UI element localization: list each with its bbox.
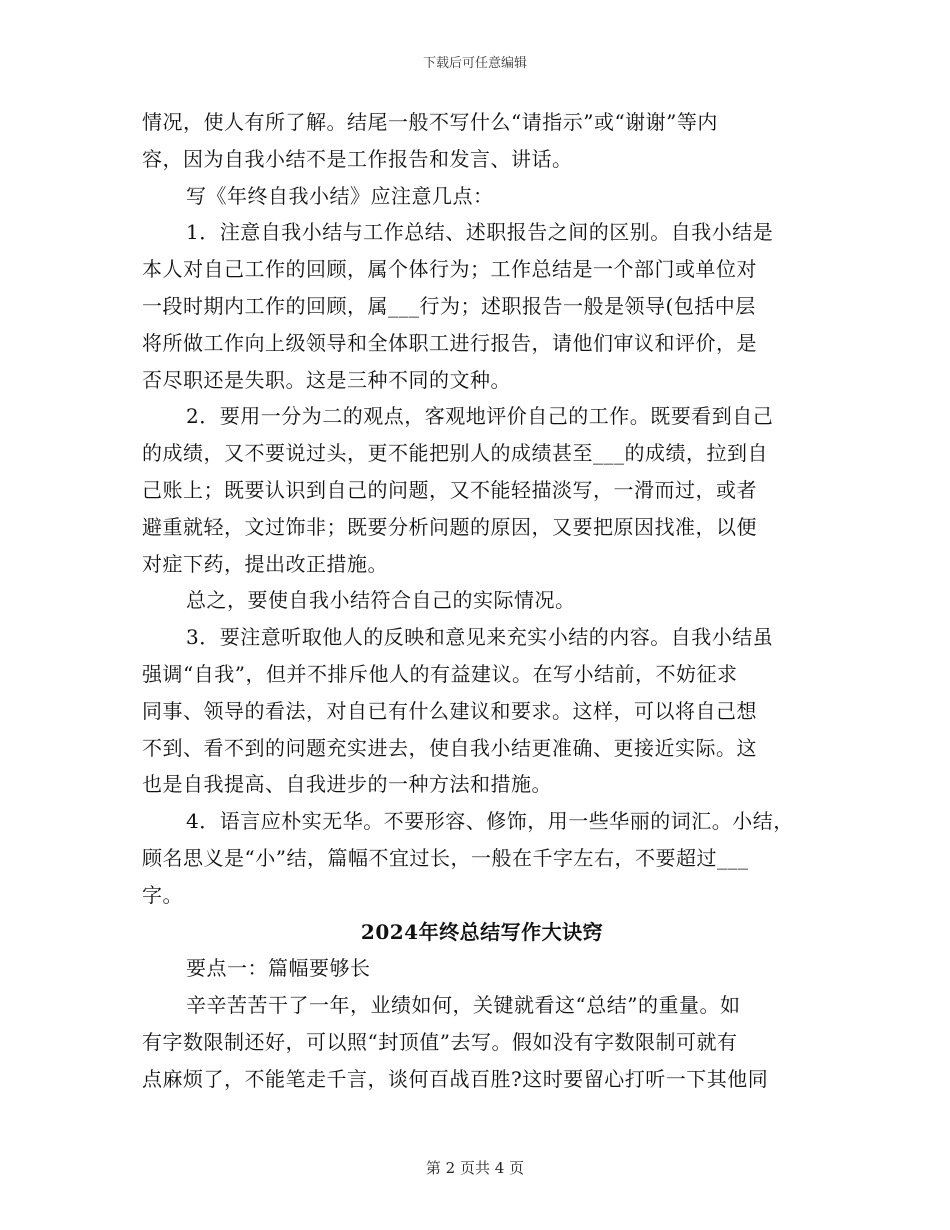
text-line: 同事、领导的看法，对自已有什么建议和要求。这样，可以将自己想 xyxy=(142,698,757,723)
subheading-point-one: 要点一：篇幅要够长 xyxy=(186,956,371,981)
document-body xyxy=(142,104,822,1098)
text-line: 不到、看不到的问题充实进去，使自我小结更准确、更接近实际。这 xyxy=(142,735,757,760)
text-line: 点麻烦了，不能笔走千言，谈何百战百胜?这时要留心打听一下其他同 xyxy=(142,1066,769,1091)
text-line: 己账上；既要认识到自己的问题，又不能轻描淡写，一滑而过，或者 xyxy=(142,477,757,502)
section-heading: 2024年终总结写作大诀窍 xyxy=(360,919,604,944)
text-line: 也是自我提高、自我进步的一种方法和措施。 xyxy=(142,772,552,797)
text-line: 有字数限制还好，可以照“封顶值”去写。假如没有字数限制可就有 xyxy=(142,1029,738,1054)
text-line: 避重就轻，文过饰非；既要分析问题的原因，又要把原因找准，以便 xyxy=(142,514,757,539)
text-line: 顾名思义是“小”结，篇幅不宜过长，一般在千字左右，不要超过___ xyxy=(142,845,749,870)
text-line: 强调“自我”，但并不排斥他人的有益建议。在写小结前，不妨征求 xyxy=(142,661,738,686)
page-footer: 第 2 页共 4 页 xyxy=(425,1159,525,1177)
paragraph-start: 辛辛苦苦干了一年，业绩如何，关键就看这“总结”的重量。如 xyxy=(186,993,741,1018)
point-1-start: 1．注意自我小结与工作总结、述职报告之间的区别。自我小结是 xyxy=(186,220,774,245)
text-line: 对症下药，提出改正措施。 xyxy=(142,551,388,576)
text-line: 本人对自己工作的回顾，属个体行为；工作总结是一个部门或单位对 xyxy=(142,257,757,282)
point-3-start: 3．要注意听取他人的反映和意见来充实小结的内容。自我小结虽 xyxy=(186,625,774,650)
text-line: 容，因为自我小结不是工作报告和发言、讲话。 xyxy=(142,146,573,171)
text-line: 的成绩，又不要说过头，更不能把别人的成绩甚至___的成绩，拉到自 xyxy=(142,441,768,466)
page-header: 下载后可任意编辑 xyxy=(422,56,527,71)
text-line: 字。 xyxy=(142,882,183,907)
point-4-start: 4．语言应朴实无华。不要形容、修饰，用一些华丽的词汇。小结， xyxy=(186,809,794,834)
text-line: 将所做工作向上级领导和全体职工进行报告，请他们审议和评价，是 xyxy=(142,330,757,355)
text-line: 情况，使人有所了解。结尾一般不写什么“请指示”或“谢谢”等内 xyxy=(142,110,718,134)
point-2-start: 2．要用一分为二的观点，客观地评价自己的工作。既要看到自己 xyxy=(186,404,774,429)
summary-line: 总之，要使自我小结符合自己的实际情况。 xyxy=(186,588,576,613)
paragraph-intro: 写《年终自我小结》应注意几点： xyxy=(186,183,494,208)
text-line: 否尽职还是失职。这是三种不同的文种。 xyxy=(142,367,511,392)
text-line: 一段时期内工作的回顾，属___行为；述职报告一般是领导(包括中层 xyxy=(142,293,756,318)
